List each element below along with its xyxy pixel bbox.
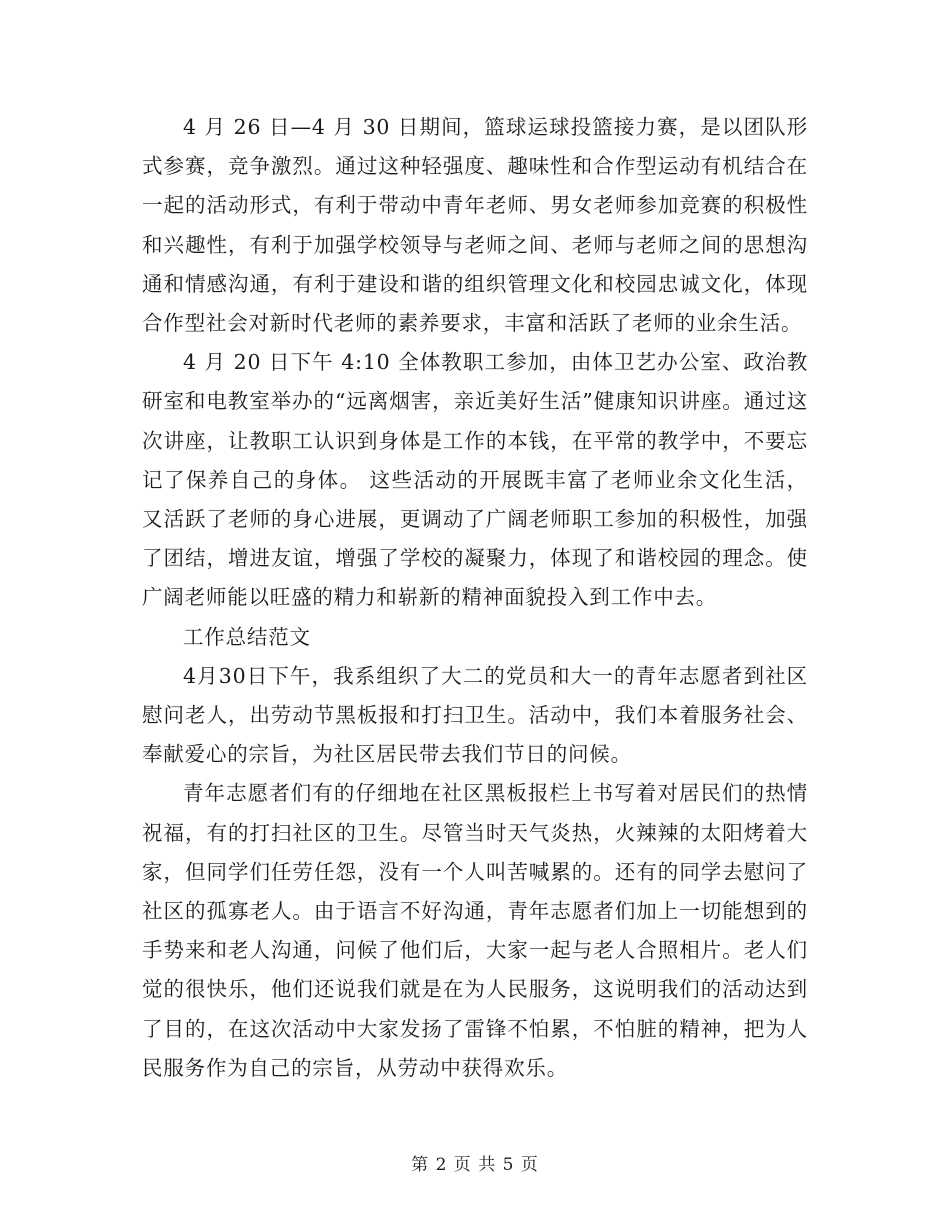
document-body <box>142 108 808 1088</box>
section-heading: 工作总结范文 <box>183 624 311 649</box>
page-number-footer: 第 2 页 共 5 页 <box>411 1155 539 1175</box>
paragraph-volunteers: 青年志愿者们有的仔细地在社区黑板报栏上书写着对居民们的热情祝福，有的打扫社区的卫生。尽管当时天气炎热，火辣辣的太阳烤着大家，但同学们任劳任怨，没有一个人叫苦喊累的。还有的同学去慰问了社区的孤寡老人。由于语言不好沟通，青年志愿者们加上一切能想到的手势来和老人沟通，问候了他们后，大家一起与老人合照相片。老人们觉的很快乐，他们还说我们就是在为人民服务，这说明我们的活动达到了目的，在这次活动中大家发扬了雷锋不怕累，不怕脏的精神，把为人民服务作为自己的宗旨，从劳动中获得欢乐。 <box>142 781 808 1080</box>
paragraph-basketball-relay: 4 月 26 日—4 月 30 日期间，篮球运球投篮接力赛，是以团队形式参赛，竞争激烈。通过这种轻强度、趣味性和合作型运动有机结合在一起的活动形式，有利于带动中青年老师、男女老师参加竞赛的积极性和兴趣性，有利于加强学校领导与老师之间、老师与老师之间的思想沟通和情感沟通，有利于建设和谐的组织管理文化和校园忠诚文化，体现合作型社会对新时代老师的素养要求，丰富和活跃了老师的业余生活。 <box>142 115 808 336</box>
paragraph-health-lecture: 4 月 20 日下午 4:10 全体教职工参加，由体卫艺办公室、政治教研室和电教室举办的“远离烟害，亲近美好生活”健康知识讲座。通过这次讲座，让教职工认识到身体是工作的本钱，在平常的教学中，不要忘记了保养自己的身体。 这些活动的开展既丰富了老师业余文化生活，又活跃了老师的身心进展，更调动了广阔老师职工参加的积极性，加强了团结，增进友谊，增强了学校的凝聚力，体现了和谐校园的理念。使广阔老师能以旺盛的精力和崭新的精神面貌投入到工作中去。 <box>142 350 808 610</box>
paragraph-community-visit: 4月30日下午，我系组织了大二的党员和大一的青年志愿者到社区慰问老人，出劳动节黑板报和打扫卫生。活动中，我们本着服务社会、奉献爱心的宗旨，为社区居民带去我们节日的问候。 <box>142 663 808 767</box>
